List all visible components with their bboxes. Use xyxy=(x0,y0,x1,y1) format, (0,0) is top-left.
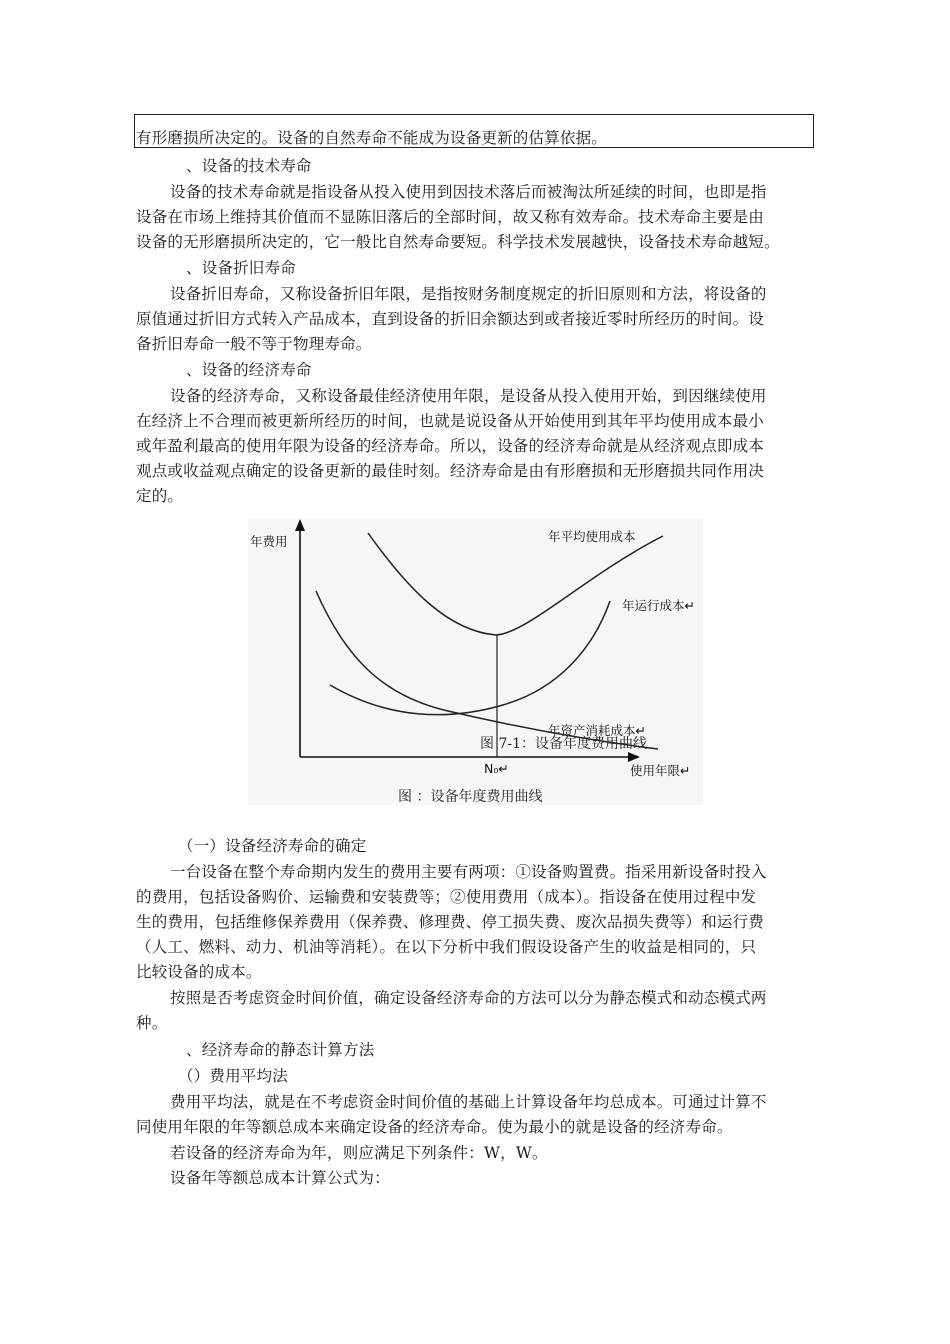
text-line-9: 备折旧寿命一般不等于物理寿命。 xyxy=(136,335,372,353)
text-line-28: 若设备的经济寿命为年，则应满足下列条件：W，W。 xyxy=(170,1144,548,1162)
text-line-3: 设备的技术寿命就是指设备从投入使用到因技术落后而被淘汰所延续的时间，也即是指 xyxy=(170,183,767,201)
section-heading-technical-life: 、设备的技术寿命 xyxy=(186,157,312,175)
text-line-1: 有形磨损所决定的。设备的自然寿命不能成为设备更新的估算依据。 xyxy=(136,129,608,147)
text-line-19: 生的费用，包括维修保养费用（保养费、修理费、停工损失费、废次品损失费等）和运行费 xyxy=(136,913,765,931)
section-heading-economic-life: 、设备的经济寿命 xyxy=(186,361,312,379)
text-line-8: 原值通过折旧方式转入产品成本，直到设备的折旧余额达到或者接近零时所经历的时间。设 xyxy=(136,310,765,328)
subsection-heading-average-cost-method: （）费用平均法 xyxy=(178,1067,288,1085)
section-heading-static-method: 、经济寿命的静态计算方法 xyxy=(186,1041,375,1059)
text-line-27: 同使用年限的年等额总成本来确定设备的经济寿命。使为最小的就是设备的经济寿命。 xyxy=(136,1118,733,1136)
text-line-7: 设备折旧寿命，又称设备折旧年限，是指按财务制度规定的折旧原则和方法，将设备的 xyxy=(170,285,767,303)
text-line-14: 观点或收益观点确定的设备更新的最佳时刻。经济寿命是由有形磨损和无形磨损共同作用决 xyxy=(136,462,765,480)
curve-operating-cost xyxy=(330,601,610,715)
text-line-21: 比较设备的成本。 xyxy=(136,963,262,981)
text-line-17: 一台设备在整个寿命期内发生的费用主要有两项：①设备购置费。指采用新设备时投入 xyxy=(170,863,767,881)
text-line-13: 或年盈利最高的使用年限为设备的经济寿命。所以，设备的经济寿命就是从经济观点即成本 xyxy=(136,437,765,455)
y-axis-label: 年费用 xyxy=(250,534,288,549)
text-line-23: 种。 xyxy=(136,1014,168,1032)
figure-inner-caption: 图 7-1：设备年度费用曲线 xyxy=(480,736,647,752)
cost-curve-svg xyxy=(248,519,703,805)
y-axis-arrow-icon xyxy=(295,519,305,531)
section-heading-depreciation-life: 、设备折旧寿命 xyxy=(186,259,296,277)
curve-operating-cost-label: 年运行成本↵ xyxy=(622,598,695,613)
text-line-15: 定的。 xyxy=(136,487,184,505)
text-line-29: 设备年等额总成本计算公式为： xyxy=(170,1169,390,1187)
text-line-18: 的费用，包括设备购价、运输费和安装费等；②使用费用（成本）。指设备在使用过程中发 xyxy=(136,888,757,906)
figure-caption: 图 ：设备年度费用曲线 xyxy=(398,789,543,805)
curve-average-cost-label: 年平均使用成本 xyxy=(548,529,636,544)
text-line-26: 费用平均法，就是在不考虑资金时间价值的基础上计算设备年均总成本。可通过计算不 xyxy=(170,1093,767,1111)
curve-average-cost xyxy=(368,533,663,635)
section-heading-economic-life-determination: （一）设备经济寿命的确定 xyxy=(178,837,367,855)
text-line-20: （人工、燃料、动力、机油等消耗）。在以下分析中我们假设设备产生的收益是相同的，只 xyxy=(136,938,757,956)
text-line-4: 设备在市场上维持其价值而不显陈旧落后的全部时间，故又称有效寿命。技术寿命主要是由 xyxy=(136,208,765,226)
x-axis-arrow-icon xyxy=(628,752,640,762)
text-line-5: 设备的无形磨损所决定的，它一般比自然寿命要短。科学技术发展越快，设备技术寿命越短。 xyxy=(136,233,780,251)
text-line-12: 在经济上不合理而被更新所经历的时间，也就是说设备从开始使用到其年平均使用成本最小 xyxy=(136,412,765,430)
x-axis-label: 使用年限↵ xyxy=(630,763,691,778)
curve-asset-cost-label: 年资产消耗成本↵ xyxy=(548,723,646,738)
text-line-22: 按照是否考虑资金时间价值，确定设备经济寿命的方法可以分为静态模式和动态模式两 xyxy=(170,989,767,1007)
text-line-11: 设备的经济寿命，又称设备最佳经济使用年限，是设备从投入使用开始，到因继续使用 xyxy=(170,387,767,405)
annual-cost-curve-figure xyxy=(248,519,703,805)
n0-label: N₀↵ xyxy=(484,761,509,776)
